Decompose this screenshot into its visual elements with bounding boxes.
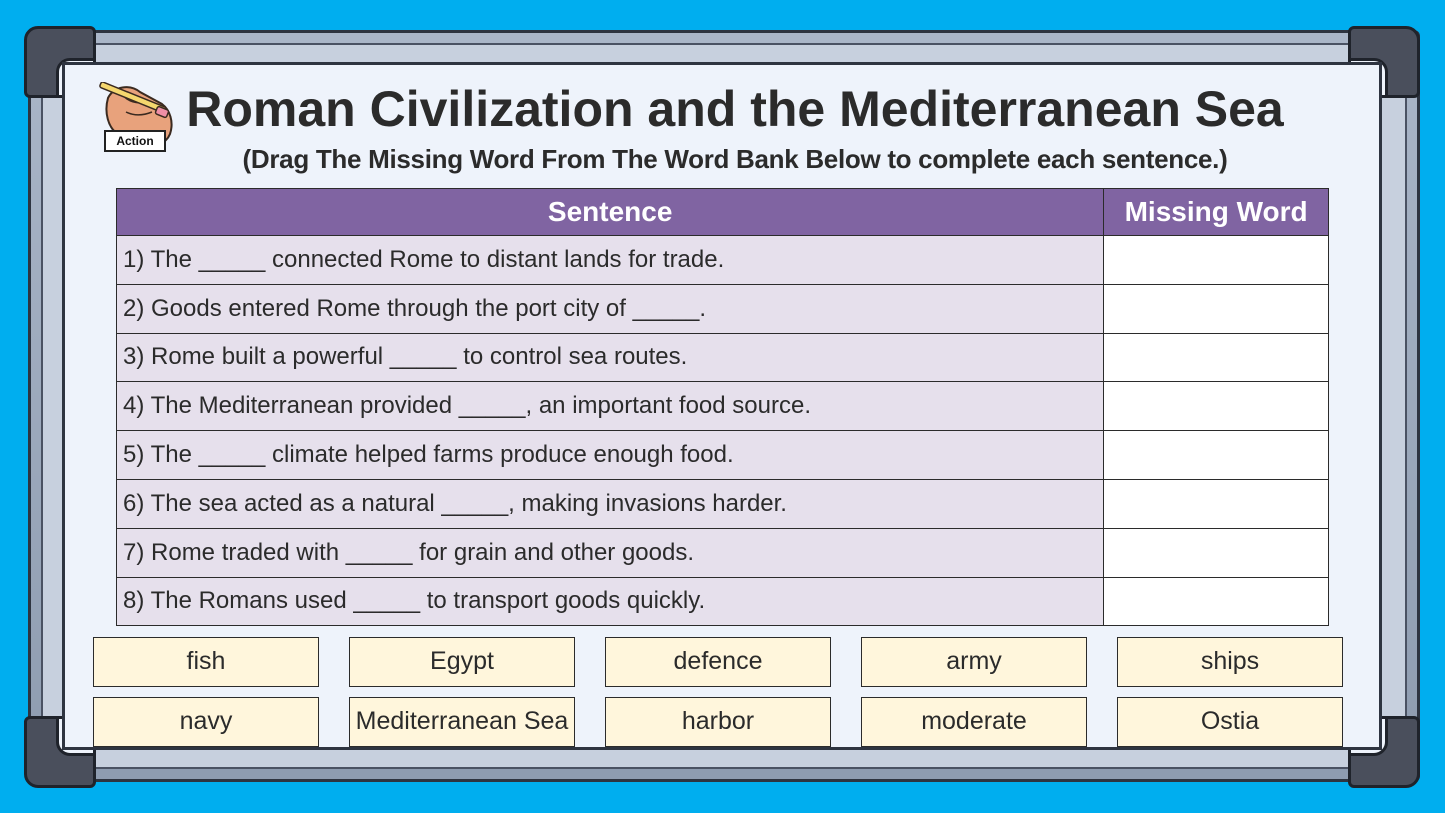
answer-drop-zone[interactable] [1104, 284, 1329, 333]
table-row [117, 382, 1329, 431]
answer-drop-zone[interactable] [1104, 236, 1329, 285]
answer-drop-zone[interactable] [1104, 479, 1329, 528]
page-title: Roman Civilization and the Mediterranean Sea [186, 81, 1284, 137]
table-row [117, 431, 1329, 480]
word-tile[interactable]: ships [1117, 637, 1343, 687]
answer-drop-zone[interactable] [1104, 382, 1329, 431]
sentence-cell: 7) Rome traded with _____ for grain and other goods. [117, 528, 1104, 577]
sentence-cell: 4) The Mediterranean provided _____, an important food source. [117, 382, 1104, 431]
table-row [117, 236, 1329, 285]
table-row [117, 333, 1329, 382]
sentence-cell: 3) Rome built a powerful _____ to control sea routes. [117, 333, 1104, 382]
word-tile[interactable]: fish [93, 637, 319, 687]
word-tile[interactable]: harbor [605, 697, 831, 747]
answer-drop-zone[interactable] [1104, 431, 1329, 480]
sentence-column-header: Sentence [117, 189, 1104, 236]
action-label: Action [104, 130, 166, 152]
table-row [117, 479, 1329, 528]
answer-drop-zone[interactable] [1104, 577, 1329, 626]
action-badge [96, 82, 180, 156]
sentence-cell: 2) Goods entered Rome through the port city of _____. [117, 284, 1104, 333]
sentence-cell: 5) The _____ climate helped farms produce enough food. [117, 431, 1104, 480]
word-tile[interactable]: army [861, 637, 1087, 687]
sentence-cell: 1) The _____ connected Rome to distant lands for trade. [117, 236, 1104, 285]
word-tile[interactable]: navy [93, 697, 319, 747]
word-tile[interactable]: Ostia [1117, 697, 1343, 747]
missing-word-column-header: Missing Word [1104, 189, 1329, 236]
sentence-cell: 8) The Romans used _____ to transport goods quickly. [117, 577, 1104, 626]
answer-drop-zone[interactable] [1104, 333, 1329, 382]
sentence-cell: 6) The sea acted as a natural _____, making invasions harder. [117, 479, 1104, 528]
instructions: (Drag The Missing Word From The Word Bank Below to complete each sentence.) [242, 144, 1228, 174]
table-row [117, 577, 1329, 626]
word-tile[interactable]: defence [605, 637, 831, 687]
word-tile[interactable]: moderate [861, 697, 1087, 747]
word-tile[interactable]: Mediterranean Sea [349, 697, 575, 747]
word-tile[interactable]: Egypt [349, 637, 575, 687]
table-header-row [117, 189, 1329, 236]
answer-drop-zone[interactable] [1104, 528, 1329, 577]
table-row [117, 284, 1329, 333]
table-row [117, 528, 1329, 577]
sentence-table [116, 188, 1329, 626]
